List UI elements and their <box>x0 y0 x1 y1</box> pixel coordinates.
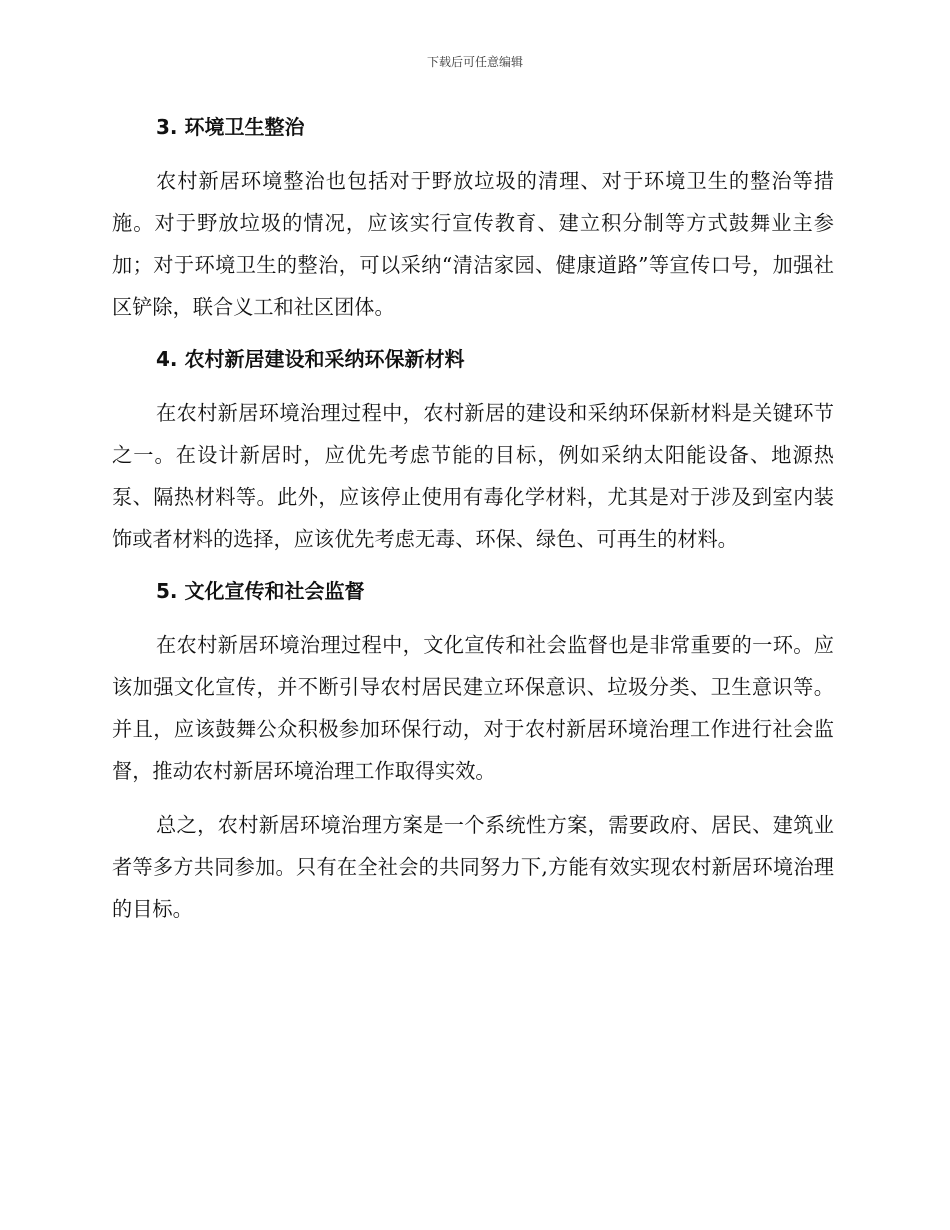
document-body <box>112 106 834 930</box>
section-heading-4: 4. 农村新居建设和采纳环保新材料 <box>156 347 465 371</box>
page-header: 下载后可任意编辑 <box>426 55 523 69</box>
section-paragraph-4: 在农村新居环境治理过程中，农村新居的建设和采纳环保新材料是关键环节之一。在设计新居时，应优先考虑节能的目标，例如采纳太阳能设备、地源热泵、隔热材料等。此外，应该停止使用有毒化学材料，尤其是对于涉及到室内装饰或者材料的选择，应该优先考虑无毒、环保、绿色、可再生的材料。 <box>112 401 834 551</box>
section-paragraph-3: 农村新居环境整治也包括对于野放垃圾的清理、对于环境卫生的整治等措施。对于野放垃圾的情况，应该实行宣传教育、建立积分制等方式鼓舞业主参加；对于环境卫生的整治，可以采纳“清洁家园、健康道路”等宣传口号，加强社区铲除，联合义工和社区团体。 <box>112 169 834 319</box>
section-heading-3: 3. 环境卫生整治 <box>156 115 305 139</box>
section-paragraph-5: 在农村新居环境治理过程中，文化宣传和社会监督也是非常重要的一环。应该加强文化宣传，并不断引导农村居民建立环保意识、垃圾分类、卫生意识等。并且，应该鼓舞公众积极参加环保行动，对于农村新居环境治理工作进行社会监督，推动农村新居环境治理工作取得实效。 <box>112 633 834 783</box>
conclusion-paragraph: 总之，农村新居环境治理方案是一个系统性方案，需要政府、居民、建筑业者等多方共同参加。只有在全社会的共同努力下,方能有效实现农村新居环境治理的目标。 <box>112 813 834 921</box>
section-heading-5: 5. 文化宣传和社会监督 <box>156 579 365 603</box>
